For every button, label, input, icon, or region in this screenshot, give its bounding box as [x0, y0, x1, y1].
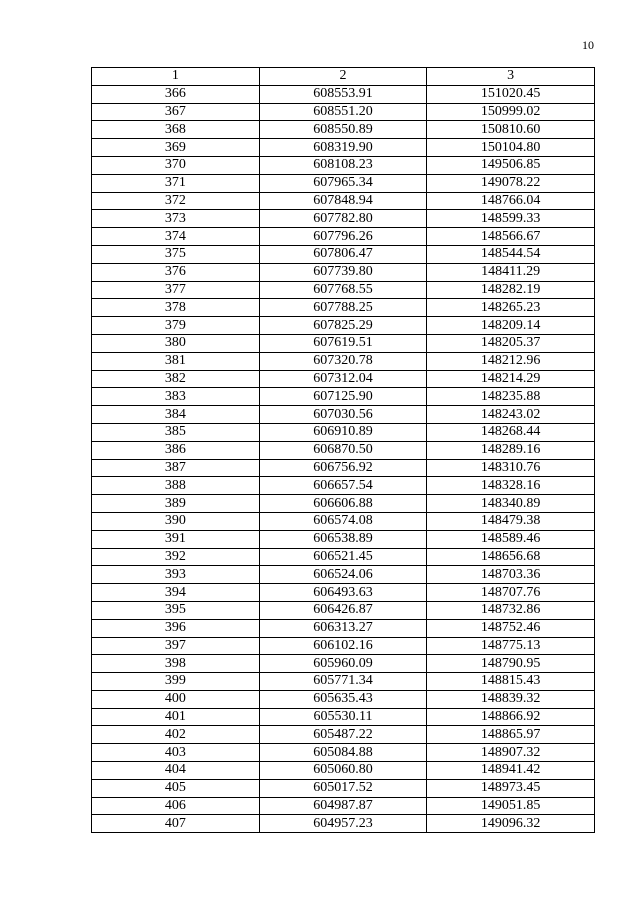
point-number-cell: 393	[92, 566, 260, 584]
table-row	[92, 263, 595, 281]
table-row	[92, 245, 595, 263]
y-coordinate-cell: 148941.42	[427, 762, 595, 780]
y-coordinate-cell: 150104.80	[427, 139, 595, 157]
point-number-cell: 388	[92, 477, 260, 495]
point-number-cell: 379	[92, 317, 260, 335]
table-row	[92, 637, 595, 655]
y-coordinate-cell: 148209.14	[427, 317, 595, 335]
table-row	[92, 210, 595, 228]
point-number-cell: 402	[92, 726, 260, 744]
y-coordinate-cell: 148566.67	[427, 228, 595, 246]
y-coordinate-cell: 148707.76	[427, 584, 595, 602]
table-row	[92, 441, 595, 459]
x-coordinate-cell: 608553.91	[259, 85, 427, 103]
y-coordinate-cell: 150999.02	[427, 103, 595, 121]
y-coordinate-cell: 148865.97	[427, 726, 595, 744]
x-coordinate-cell: 606524.06	[259, 566, 427, 584]
x-coordinate-cell: 606910.89	[259, 423, 427, 441]
point-number-cell: 374	[92, 228, 260, 246]
point-number-cell: 367	[92, 103, 260, 121]
table-row	[92, 139, 595, 157]
y-coordinate-cell: 148775.13	[427, 637, 595, 655]
point-number-cell: 366	[92, 85, 260, 103]
table-row	[92, 459, 595, 477]
y-coordinate-cell: 149078.22	[427, 174, 595, 192]
point-number-cell: 385	[92, 423, 260, 441]
table-row	[92, 548, 595, 566]
table-row	[92, 477, 595, 495]
table-row	[92, 317, 595, 335]
y-coordinate-cell: 148839.32	[427, 690, 595, 708]
x-coordinate-cell: 607739.80	[259, 263, 427, 281]
y-coordinate-cell: 148479.38	[427, 512, 595, 530]
y-coordinate-cell: 148656.68	[427, 548, 595, 566]
y-coordinate-cell: 149096.32	[427, 815, 595, 833]
table-row	[92, 334, 595, 352]
table-row	[92, 174, 595, 192]
x-coordinate-cell: 605530.11	[259, 708, 427, 726]
x-coordinate-cell: 607125.90	[259, 388, 427, 406]
table-row	[92, 406, 595, 424]
point-number-cell: 369	[92, 139, 260, 157]
point-number-cell: 382	[92, 370, 260, 388]
point-number-cell: 389	[92, 495, 260, 513]
x-coordinate-cell: 606521.45	[259, 548, 427, 566]
y-coordinate-cell: 148752.46	[427, 619, 595, 637]
table-row	[92, 726, 595, 744]
y-coordinate-cell: 148815.43	[427, 673, 595, 691]
y-coordinate-cell: 148411.29	[427, 263, 595, 281]
point-number-cell: 383	[92, 388, 260, 406]
point-number-cell: 391	[92, 530, 260, 548]
column-header-3: 3	[427, 68, 595, 86]
point-number-cell: 407	[92, 815, 260, 833]
x-coordinate-cell: 606756.92	[259, 459, 427, 477]
point-number-cell: 399	[92, 673, 260, 691]
y-coordinate-cell: 148766.04	[427, 192, 595, 210]
table-row	[92, 530, 595, 548]
point-number-cell: 395	[92, 601, 260, 619]
x-coordinate-cell: 607825.29	[259, 317, 427, 335]
table-row	[92, 601, 595, 619]
x-coordinate-cell: 607782.80	[259, 210, 427, 228]
y-coordinate-cell: 148340.89	[427, 495, 595, 513]
x-coordinate-cell: 607030.56	[259, 406, 427, 424]
point-number-cell: 371	[92, 174, 260, 192]
y-coordinate-cell: 148243.02	[427, 406, 595, 424]
point-number-cell: 368	[92, 121, 260, 139]
y-coordinate-cell: 148907.32	[427, 744, 595, 762]
point-number-cell: 386	[92, 441, 260, 459]
x-coordinate-cell: 605771.34	[259, 673, 427, 691]
y-coordinate-cell: 150810.60	[427, 121, 595, 139]
table-row	[92, 797, 595, 815]
y-coordinate-cell: 148214.29	[427, 370, 595, 388]
table-body	[92, 85, 595, 832]
point-number-cell: 400	[92, 690, 260, 708]
table-row	[92, 85, 595, 103]
point-number-cell: 378	[92, 299, 260, 317]
x-coordinate-cell: 604957.23	[259, 815, 427, 833]
y-coordinate-cell: 148866.92	[427, 708, 595, 726]
point-number-cell: 384	[92, 406, 260, 424]
y-coordinate-cell: 148310.76	[427, 459, 595, 477]
point-number-cell: 375	[92, 245, 260, 263]
table-row	[92, 495, 595, 513]
y-coordinate-cell: 148973.45	[427, 779, 595, 797]
x-coordinate-cell: 605635.43	[259, 690, 427, 708]
page-number: 10	[582, 38, 594, 52]
x-coordinate-cell: 606102.16	[259, 637, 427, 655]
x-coordinate-cell: 607965.34	[259, 174, 427, 192]
y-coordinate-cell: 148235.88	[427, 388, 595, 406]
y-coordinate-cell: 148703.36	[427, 566, 595, 584]
y-coordinate-cell: 151020.45	[427, 85, 595, 103]
table-row	[92, 388, 595, 406]
table-row	[92, 744, 595, 762]
x-coordinate-cell: 606606.88	[259, 495, 427, 513]
y-coordinate-cell: 148289.16	[427, 441, 595, 459]
point-number-cell: 401	[92, 708, 260, 726]
table-row	[92, 762, 595, 780]
y-coordinate-cell: 148328.16	[427, 477, 595, 495]
table-row	[92, 673, 595, 691]
x-coordinate-cell: 608550.89	[259, 121, 427, 139]
x-coordinate-cell: 605060.80	[259, 762, 427, 780]
point-number-cell: 403	[92, 744, 260, 762]
point-number-cell: 370	[92, 156, 260, 174]
x-coordinate-cell: 607320.78	[259, 352, 427, 370]
y-coordinate-cell: 148589.46	[427, 530, 595, 548]
point-number-cell: 392	[92, 548, 260, 566]
x-coordinate-cell: 605487.22	[259, 726, 427, 744]
point-number-cell: 373	[92, 210, 260, 228]
y-coordinate-cell: 148205.37	[427, 334, 595, 352]
x-coordinate-cell: 605017.52	[259, 779, 427, 797]
table-row	[92, 655, 595, 673]
table-row	[92, 370, 595, 388]
table-row	[92, 228, 595, 246]
point-number-cell: 396	[92, 619, 260, 637]
y-coordinate-cell: 148732.86	[427, 601, 595, 619]
x-coordinate-cell: 607619.51	[259, 334, 427, 352]
table-row	[92, 423, 595, 441]
column-header-2: 2	[259, 68, 427, 86]
point-number-cell: 406	[92, 797, 260, 815]
table-row	[92, 619, 595, 637]
point-number-cell: 376	[92, 263, 260, 281]
point-number-cell: 394	[92, 584, 260, 602]
point-number-cell: 390	[92, 512, 260, 530]
x-coordinate-cell: 607768.55	[259, 281, 427, 299]
table-row	[92, 121, 595, 139]
table-row	[92, 352, 595, 370]
point-number-cell: 405	[92, 779, 260, 797]
point-number-cell: 397	[92, 637, 260, 655]
table-row	[92, 779, 595, 797]
table-row	[92, 103, 595, 121]
table-header	[92, 68, 595, 86]
x-coordinate-cell: 605084.88	[259, 744, 427, 762]
point-number-cell: 372	[92, 192, 260, 210]
y-coordinate-cell: 148282.19	[427, 281, 595, 299]
x-coordinate-cell: 604987.87	[259, 797, 427, 815]
x-coordinate-cell: 608319.90	[259, 139, 427, 157]
x-coordinate-cell: 608108.23	[259, 156, 427, 174]
x-coordinate-cell: 607312.04	[259, 370, 427, 388]
y-coordinate-cell: 148790.95	[427, 655, 595, 673]
x-coordinate-cell: 606313.27	[259, 619, 427, 637]
y-coordinate-cell: 148212.96	[427, 352, 595, 370]
x-coordinate-cell: 606870.50	[259, 441, 427, 459]
y-coordinate-cell: 148544.54	[427, 245, 595, 263]
x-coordinate-cell: 607796.26	[259, 228, 427, 246]
x-coordinate-cell: 608551.20	[259, 103, 427, 121]
table-row	[92, 299, 595, 317]
x-coordinate-cell: 606574.08	[259, 512, 427, 530]
table-row	[92, 192, 595, 210]
x-coordinate-cell: 606657.54	[259, 477, 427, 495]
point-number-cell: 377	[92, 281, 260, 299]
header-row	[92, 68, 595, 86]
y-coordinate-cell: 148268.44	[427, 423, 595, 441]
point-number-cell: 398	[92, 655, 260, 673]
y-coordinate-cell: 149051.85	[427, 797, 595, 815]
x-coordinate-cell: 607806.47	[259, 245, 427, 263]
point-number-cell: 381	[92, 352, 260, 370]
coordinates-table	[91, 67, 595, 833]
y-coordinate-cell: 149506.85	[427, 156, 595, 174]
column-header-1: 1	[92, 68, 260, 86]
y-coordinate-cell: 148599.33	[427, 210, 595, 228]
point-number-cell: 404	[92, 762, 260, 780]
x-coordinate-cell: 606426.87	[259, 601, 427, 619]
table-row	[92, 708, 595, 726]
x-coordinate-cell: 605960.09	[259, 655, 427, 673]
table-row	[92, 690, 595, 708]
x-coordinate-cell: 607848.94	[259, 192, 427, 210]
point-number-cell: 387	[92, 459, 260, 477]
point-number-cell: 380	[92, 334, 260, 352]
table-row	[92, 584, 595, 602]
table-row	[92, 566, 595, 584]
table-row	[92, 512, 595, 530]
x-coordinate-cell: 606493.63	[259, 584, 427, 602]
x-coordinate-cell: 606538.89	[259, 530, 427, 548]
table-row	[92, 281, 595, 299]
table-row	[92, 156, 595, 174]
x-coordinate-cell: 607788.25	[259, 299, 427, 317]
table-row	[92, 815, 595, 833]
y-coordinate-cell: 148265.23	[427, 299, 595, 317]
